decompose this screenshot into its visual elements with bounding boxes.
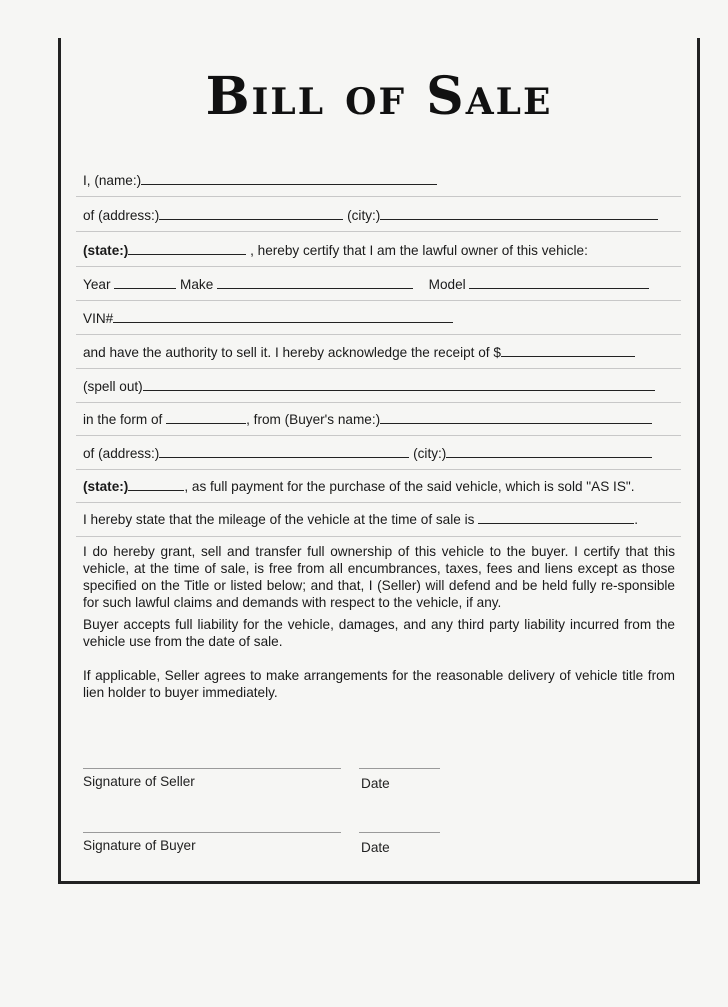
row-separator bbox=[76, 334, 681, 335]
mileage-field[interactable] bbox=[478, 509, 634, 524]
seller-signature-label: Signature of Seller bbox=[83, 774, 195, 789]
city-label: (city:) bbox=[347, 208, 381, 223]
grant-paragraph: I do hereby grant, sell and transfer full ownership of this vehicle to the buyer. I certify that this vehicle, at the time of sale, is free from all encumbrances, taxes, fees and liens except as those specified on the Title or listed below; and that, I (Seller) will defend and be held fully re-sponsible for such lawful claims and demands with respect to the vehicle, if any. bbox=[83, 544, 675, 610]
buyer-date-line[interactable] bbox=[359, 832, 440, 833]
row-address bbox=[83, 205, 673, 225]
seller-signature-line[interactable] bbox=[83, 768, 341, 769]
form-of-label: in the form of bbox=[83, 412, 163, 427]
payment-form-field[interactable] bbox=[166, 409, 246, 424]
row-name bbox=[83, 170, 673, 190]
row-separator bbox=[76, 231, 681, 232]
row-separator bbox=[76, 368, 681, 369]
buyer-city-field[interactable] bbox=[446, 443, 652, 458]
seller-date-label: Date bbox=[361, 776, 390, 791]
row-separator bbox=[76, 196, 681, 197]
name-field[interactable] bbox=[141, 170, 437, 185]
buyer-address-label: of (address:) bbox=[83, 446, 160, 461]
state-label: (state:) bbox=[83, 243, 129, 258]
model-label: Model bbox=[428, 277, 466, 292]
mileage-text: I hereby state that the mileage of the vehicle at the time of sale is bbox=[83, 512, 475, 527]
make-label: Make bbox=[180, 277, 214, 292]
row-separator bbox=[76, 536, 681, 537]
row-separator bbox=[76, 502, 681, 503]
buyer-name-label: , from (Buyer's name:) bbox=[246, 412, 381, 427]
authority-text: and have the authority to sell it. I hereby acknowledge the receipt of $ bbox=[83, 345, 501, 360]
vin-label: VIN# bbox=[83, 311, 114, 326]
buyer-address-field[interactable] bbox=[159, 443, 409, 458]
row-receipt bbox=[83, 342, 673, 362]
spell-out-field[interactable] bbox=[143, 376, 655, 391]
certify-text: , hereby certify that I am the lawful owner of this vehicle: bbox=[250, 243, 588, 258]
state-field[interactable] bbox=[128, 240, 246, 255]
frame-left-border bbox=[58, 38, 61, 884]
buyer-signature-line[interactable] bbox=[83, 832, 341, 833]
buyer-city-label: (city:) bbox=[413, 446, 447, 461]
make-field[interactable] bbox=[217, 274, 413, 289]
spell-out-label: (spell out) bbox=[83, 379, 143, 394]
amount-field[interactable] bbox=[501, 342, 635, 357]
row-mileage bbox=[83, 509, 673, 529]
row-separator bbox=[76, 435, 681, 436]
row-buyer bbox=[83, 409, 673, 429]
title-delivery-paragraph: If applicable, Seller agrees to make arrangements for the reasonable delivery of vehicle title from lien holder to buyer immediately. bbox=[83, 668, 675, 700]
row-separator bbox=[76, 266, 681, 267]
row-separator bbox=[76, 300, 681, 301]
year-label: Year bbox=[83, 277, 111, 292]
seller-date-line[interactable] bbox=[359, 768, 440, 769]
buyer-name-field[interactable] bbox=[380, 409, 652, 424]
model-field[interactable] bbox=[469, 274, 649, 289]
row-separator bbox=[76, 402, 681, 403]
address-field[interactable] bbox=[159, 205, 343, 220]
city-field[interactable] bbox=[380, 205, 658, 220]
row-spell-out bbox=[83, 376, 673, 396]
row-separator bbox=[76, 469, 681, 470]
row-buyer-state bbox=[83, 476, 673, 496]
buyer-date-label: Date bbox=[361, 840, 390, 855]
buyer-state-field[interactable] bbox=[128, 476, 184, 491]
row-vehicle bbox=[83, 274, 673, 294]
row-state bbox=[83, 240, 673, 260]
buyer-state-label: (state:) bbox=[83, 479, 129, 494]
name-label: I, (name:) bbox=[83, 173, 142, 188]
vin-field[interactable] bbox=[113, 308, 453, 323]
frame-right-border bbox=[697, 38, 700, 884]
row-buyer-address bbox=[83, 443, 673, 463]
mileage-end: . bbox=[634, 512, 638, 527]
frame-bottom-border bbox=[58, 881, 700, 884]
row-vin bbox=[83, 308, 673, 328]
address-label: of (address:) bbox=[83, 208, 160, 223]
buyer-signature-label: Signature of Buyer bbox=[83, 838, 196, 853]
year-field[interactable] bbox=[114, 274, 176, 289]
full-payment-text: , as full payment for the purchase of the said vehicle, which is sold "AS IS". bbox=[184, 479, 635, 494]
document-title: Bill of Sale bbox=[205, 66, 553, 127]
liability-paragraph: Buyer accepts full liability for the vehicle, damages, and any third party liability incurred from the vehicle use from the date of sale. bbox=[83, 617, 675, 649]
